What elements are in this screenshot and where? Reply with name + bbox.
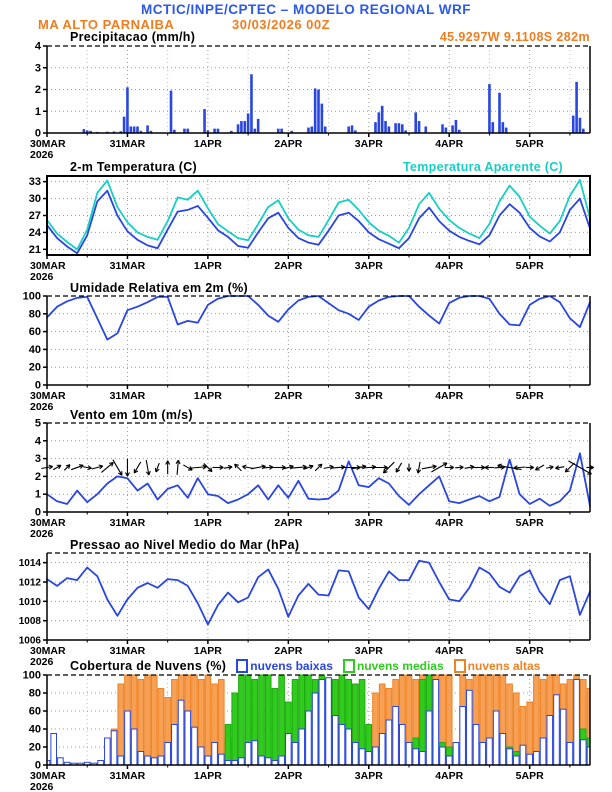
pressao-nivel-mar-line bbox=[47, 561, 590, 625]
y-tick-label: 33 bbox=[28, 176, 41, 189]
wind-arrow-icon bbox=[113, 460, 122, 476]
nuvens-altas-bar bbox=[158, 689, 164, 766]
x-tick-label: 30MAR bbox=[30, 770, 66, 782]
nuvens-baixas-bar bbox=[131, 729, 137, 765]
y-tick-label: 40 bbox=[28, 723, 41, 736]
precipitacao-bar bbox=[455, 120, 458, 133]
precipitacao-bar bbox=[575, 82, 578, 133]
temperatura-2m-line bbox=[47, 191, 590, 254]
precipitacao-bar bbox=[445, 128, 448, 133]
nuvens-baixas-bar bbox=[292, 743, 298, 766]
y-tick-label: 20 bbox=[28, 361, 41, 374]
nuvens-baixas-bar bbox=[111, 731, 117, 765]
precipitacao-bar bbox=[491, 122, 494, 133]
x-axis-year-label: 2026 bbox=[30, 401, 54, 413]
nuvens-medias-bar bbox=[272, 689, 278, 766]
precipitacao-bar bbox=[401, 124, 404, 133]
x-tick-label: 3APR bbox=[354, 260, 383, 272]
nuvens-baixas-bar bbox=[299, 729, 305, 765]
precipitacao-bar bbox=[381, 106, 384, 133]
y-tick-label: 1008 bbox=[18, 616, 41, 628]
y-tick-label: 21 bbox=[28, 243, 41, 256]
velocidade-vento-line bbox=[47, 453, 590, 506]
nuvens-medias-bar bbox=[239, 675, 245, 765]
nuvens-baixas-bar bbox=[574, 680, 580, 766]
precipitacao-bar bbox=[424, 126, 427, 133]
nuvens-baixas-bar bbox=[373, 747, 379, 765]
precipitacao-bar bbox=[170, 91, 173, 133]
x-tick-label: 1APR bbox=[193, 390, 222, 402]
x-tick-label: 31MAR bbox=[109, 645, 146, 657]
precipitacao-bar bbox=[394, 123, 397, 133]
nuvens-baixas-bar bbox=[245, 743, 251, 766]
precipitacao-bar bbox=[572, 116, 575, 133]
nuvens-baixas-bar bbox=[339, 725, 345, 766]
x-tick-label: 1APR bbox=[193, 138, 222, 150]
nuvens-baixas-bar bbox=[366, 752, 372, 766]
nuvens-baixas-bar bbox=[507, 749, 513, 765]
nuvens-baixas-bar bbox=[453, 743, 459, 766]
y-tick-label: 1010 bbox=[18, 596, 41, 608]
nuvens-baixas-bar bbox=[560, 709, 566, 765]
precipitacao-bar bbox=[351, 125, 354, 133]
wind-arrow-icon bbox=[101, 463, 113, 473]
precipitacao-bar bbox=[126, 87, 129, 133]
pressure-title: Pressao ao Nivel Medio do Mar (hPa) bbox=[70, 538, 300, 552]
nuvens-baixas-bar bbox=[460, 707, 466, 766]
nuvens-baixas-bar bbox=[319, 680, 325, 766]
precipitacao-bar bbox=[502, 122, 505, 133]
cloud-cover-panel bbox=[0, 667, 612, 792]
x-tick-label: 30MAR bbox=[30, 138, 66, 150]
nuvens-baixas-bar bbox=[218, 754, 224, 765]
x-tick-label: 4APR bbox=[435, 517, 464, 529]
nuvens-baixas-bar bbox=[487, 738, 493, 765]
x-axis-year-label: 2026 bbox=[30, 149, 54, 161]
nuvens-baixas-bar bbox=[151, 758, 157, 765]
nuvens-baixas-bar bbox=[386, 720, 392, 765]
x-tick-label: 4APR bbox=[435, 390, 464, 402]
pressure-panel bbox=[0, 545, 612, 670]
legend-low-clouds-label: nuvens baixas bbox=[250, 659, 333, 673]
y-tick-label: 0 bbox=[34, 379, 41, 392]
x-tick-label: 31MAR bbox=[109, 770, 146, 782]
x-tick-label: 3APR bbox=[354, 517, 383, 529]
x-tick-label: 5APR bbox=[515, 645, 544, 657]
apparent-temperature-label: Temperatura Aparente (C) bbox=[402, 160, 563, 174]
precipitacao-bar bbox=[347, 126, 350, 133]
nuvens-baixas-bar bbox=[265, 758, 271, 765]
humidity-title: Umidade Relativa em 2m (%) bbox=[70, 281, 248, 295]
nuvens-baixas-bar bbox=[534, 752, 540, 766]
x-tick-label: 4APR bbox=[435, 260, 464, 272]
cloud-cover-title: Cobertura de Nuvens (%) bbox=[70, 659, 227, 673]
x-tick-label: 5APR bbox=[515, 138, 544, 150]
wind-arrow-head-icon bbox=[242, 465, 246, 466]
nuvens-baixas-bar bbox=[580, 740, 586, 765]
x-tick-label: 2APR bbox=[274, 770, 303, 782]
nuvens-baixas-bar bbox=[446, 756, 452, 765]
precipitacao-bar bbox=[146, 125, 149, 133]
temperatura-aparente-line bbox=[47, 180, 590, 249]
precipitacao-bar bbox=[418, 121, 421, 133]
nuvens-baixas-bar bbox=[346, 729, 352, 765]
wind-arrow-head-icon bbox=[87, 468, 91, 469]
y-tick-label: 1006 bbox=[18, 635, 41, 647]
y-tick-label: 80 bbox=[28, 308, 41, 321]
nuvens-baixas-bar bbox=[359, 749, 365, 765]
y-tick-label: 100 bbox=[22, 669, 41, 682]
nuvens-baixas-bar bbox=[205, 756, 211, 765]
precipitacao-bar bbox=[441, 124, 444, 133]
x-tick-label: 30MAR bbox=[30, 645, 66, 657]
precipitacao-bar bbox=[378, 112, 381, 133]
y-tick-label: 5 bbox=[34, 417, 41, 430]
x-tick-label: 3APR bbox=[354, 390, 383, 402]
nuvens-baixas-bar bbox=[252, 741, 258, 765]
nuvens-baixas-bar bbox=[118, 756, 124, 765]
y-tick-label: 3 bbox=[34, 453, 41, 466]
nuvens-baixas-bar bbox=[426, 711, 432, 765]
nuvens-baixas-bar bbox=[192, 727, 198, 765]
wind-title: Vento em 10m (m/s) bbox=[70, 408, 193, 422]
y-tick-label: 0 bbox=[34, 506, 41, 519]
precipitacao-bar bbox=[488, 84, 491, 133]
x-tick-label: 30MAR bbox=[30, 517, 66, 529]
x-tick-label: 5APR bbox=[515, 770, 544, 782]
x-tick-label: 4APR bbox=[435, 138, 464, 150]
nuvens-baixas-bar bbox=[165, 743, 171, 766]
y-tick-label: 0 bbox=[34, 127, 41, 140]
y-tick-label: 24 bbox=[28, 226, 41, 239]
legend-high-clouds-label: nuvens altas bbox=[467, 659, 541, 673]
wind-arrow-icon bbox=[431, 463, 447, 472]
nuvens-baixas-bar bbox=[467, 690, 473, 765]
precipitacao-bar bbox=[414, 112, 417, 133]
precipitacao-bar bbox=[505, 128, 508, 133]
humidity-panel bbox=[0, 288, 612, 415]
x-tick-label: 1APR bbox=[193, 260, 222, 272]
nuvens-baixas-bar bbox=[125, 711, 131, 765]
precipitacao-bar bbox=[451, 125, 454, 133]
temperature-panel bbox=[0, 168, 612, 285]
x-tick-label: 2APR bbox=[274, 517, 303, 529]
nuvens-baixas-bar bbox=[286, 734, 292, 766]
x-tick-label: 30MAR bbox=[30, 260, 66, 272]
x-tick-label: 2APR bbox=[274, 390, 303, 402]
x-tick-label: 3APR bbox=[354, 770, 383, 782]
precipitacao-bar bbox=[237, 124, 240, 133]
y-tick-label: 60 bbox=[28, 326, 41, 339]
nuvens-baixas-bar bbox=[379, 734, 385, 766]
y-tick-label: 2 bbox=[34, 84, 41, 96]
y-tick-label: 3 bbox=[34, 62, 41, 75]
x-axis-year-label: 2026 bbox=[30, 271, 54, 283]
y-tick-label: 0 bbox=[34, 759, 41, 772]
precipitacao-bar bbox=[250, 74, 253, 133]
nuvens-baixas-bar bbox=[480, 743, 486, 766]
nuvens-altas-bar bbox=[151, 675, 157, 765]
x-tick-label: 3APR bbox=[354, 645, 383, 657]
nuvens-baixas-bar bbox=[353, 743, 359, 766]
x-tick-label: 31MAR bbox=[109, 260, 146, 272]
x-tick-label: 30MAR bbox=[30, 390, 66, 402]
nuvens-baixas-bar bbox=[58, 758, 64, 765]
x-tick-label: 31MAR bbox=[109, 390, 146, 402]
nuvens-medias-bar bbox=[259, 675, 265, 765]
wind-arrow-head-icon bbox=[417, 469, 418, 473]
x-tick-label: 1APR bbox=[193, 645, 222, 657]
nuvens-baixas-bar bbox=[332, 716, 338, 766]
nuvens-baixas-bar bbox=[540, 738, 546, 765]
umidade-relativa-line bbox=[47, 296, 590, 340]
x-tick-label: 31MAR bbox=[109, 517, 146, 529]
x-tick-label: 2APR bbox=[274, 645, 303, 657]
nuvens-baixas-bar bbox=[406, 743, 412, 766]
wind-panel bbox=[0, 415, 612, 542]
nuvens-baixas-bar bbox=[105, 738, 111, 765]
nuvens-baixas-bar bbox=[212, 743, 218, 766]
y-tick-label: 1 bbox=[34, 488, 41, 501]
nuvens-baixas-bar bbox=[326, 678, 332, 765]
precipitacao-bar bbox=[129, 126, 132, 133]
nuvens-medias-bar bbox=[225, 725, 231, 766]
precipitacao-bar bbox=[240, 121, 243, 133]
nuvens-medias-bar bbox=[265, 675, 271, 765]
y-tick-label: 27 bbox=[28, 210, 41, 222]
temperature-title: 2-m Temperatura (C) bbox=[70, 160, 198, 174]
precipitacao-bar bbox=[314, 88, 317, 133]
nuvens-baixas-bar bbox=[413, 749, 419, 765]
precipitacao-bar bbox=[310, 126, 313, 133]
y-tick-label: 4 bbox=[34, 40, 41, 53]
nuvens-altas-bar bbox=[118, 684, 124, 765]
precipitacao-bar bbox=[133, 126, 136, 133]
nuvens-baixas-bar bbox=[500, 734, 506, 766]
nuvens-medias-bar bbox=[232, 693, 238, 765]
y-tick-label: 1 bbox=[34, 105, 41, 118]
y-tick-label: 100 bbox=[22, 290, 41, 303]
x-tick-label: 31MAR bbox=[109, 138, 146, 150]
x-tick-label: 4APR bbox=[435, 645, 464, 657]
nuvens-baixas-bar bbox=[185, 711, 191, 765]
nuvens-baixas-bar bbox=[440, 747, 446, 765]
x-tick-label: 4APR bbox=[435, 770, 464, 782]
y-tick-label: 20 bbox=[28, 741, 41, 754]
nuvens-altas-bar bbox=[218, 680, 224, 766]
x-tick-label: 5APR bbox=[515, 260, 544, 272]
nuvens-altas-bar bbox=[205, 675, 211, 765]
nuvens-baixas-bar bbox=[513, 756, 519, 765]
nuvens-baixas-bar bbox=[306, 711, 312, 765]
y-tick-label: 1014 bbox=[18, 558, 41, 570]
nuvens-altas-bar bbox=[145, 675, 151, 765]
nuvens-baixas-bar bbox=[433, 680, 439, 766]
precipitacao-bar bbox=[247, 113, 250, 133]
nuvens-baixas-bar bbox=[259, 756, 265, 765]
y-tick-label: 40 bbox=[28, 343, 41, 356]
x-tick-label: 1APR bbox=[193, 517, 222, 529]
nuvens-medias-bar bbox=[279, 675, 285, 765]
precipitation-title: Precipitacao (mm/h) bbox=[70, 30, 196, 44]
x-axis-year-label: 2026 bbox=[30, 656, 54, 668]
y-tick-label: 2 bbox=[34, 470, 41, 483]
precipitacao-bar bbox=[498, 93, 501, 133]
x-tick-label: 1APR bbox=[193, 770, 222, 782]
nuvens-baixas-bar bbox=[393, 707, 399, 766]
precipitacao-bar bbox=[123, 117, 126, 133]
y-tick-label: 60 bbox=[28, 705, 41, 718]
y-tick-label: 1012 bbox=[18, 577, 41, 589]
precipitacao-bar bbox=[317, 90, 320, 134]
nuvens-baixas-bar bbox=[145, 756, 151, 765]
precipitacao-bar bbox=[384, 121, 387, 133]
nuvens-baixas-bar bbox=[138, 752, 144, 766]
nuvens-baixas-bar bbox=[473, 725, 479, 766]
precipitacao-bar bbox=[257, 119, 260, 133]
nuvens-baixas-bar bbox=[198, 747, 204, 765]
nuvens-baixas-bar bbox=[158, 756, 164, 765]
station-name: MA ALTO PARNAIBA bbox=[38, 17, 175, 32]
nuvens-baixas-bar bbox=[493, 711, 499, 765]
x-tick-label: 5APR bbox=[515, 390, 544, 402]
nuvens-baixas-bar bbox=[178, 700, 184, 765]
y-tick-label: 4 bbox=[34, 435, 41, 448]
nuvens-baixas-bar bbox=[51, 734, 57, 766]
precipitacao-bar bbox=[374, 122, 377, 133]
nuvens-baixas-bar bbox=[527, 754, 533, 765]
precipitacao-bar bbox=[388, 126, 391, 133]
nuvens-baixas-bar bbox=[239, 758, 245, 765]
x-tick-label: 2APR bbox=[274, 260, 303, 272]
nuvens-baixas-bar bbox=[520, 745, 526, 765]
nuvens-baixas-bar bbox=[279, 756, 285, 765]
precipitacao-bar bbox=[321, 104, 324, 133]
run-datetime: 30/03/2026 00Z bbox=[232, 17, 331, 32]
nuvens-baixas-bar bbox=[547, 716, 553, 766]
nuvens-baixas-bar bbox=[312, 693, 318, 765]
precipitacao-bar bbox=[243, 121, 246, 133]
y-tick-label: 80 bbox=[28, 687, 41, 700]
page-title: MCTIC/INPE/CPTEC – MODELO REGIONAL WRF bbox=[140, 2, 471, 17]
nuvens-baixas-bar bbox=[172, 725, 178, 766]
legend-mid-clouds-label: nuvens medias bbox=[356, 659, 444, 673]
x-tick-label: 3APR bbox=[354, 138, 383, 150]
nuvens-baixas-bar bbox=[554, 695, 560, 765]
wind-arrow-head-icon bbox=[155, 468, 156, 472]
nuvens-baixas-bar bbox=[420, 752, 426, 766]
precipitacao-bar bbox=[398, 123, 401, 133]
nuvens-baixas-bar bbox=[567, 743, 573, 766]
precipitacao-bar bbox=[307, 128, 310, 133]
precipitacao-bar bbox=[324, 126, 327, 133]
x-tick-label: 2APR bbox=[274, 138, 303, 150]
x-tick-label: 5APR bbox=[515, 517, 544, 529]
precipitacao-bar bbox=[136, 126, 139, 133]
nuvens-baixas-bar bbox=[399, 725, 405, 766]
location-coordinates: 45.9297W 9.1108S 282m bbox=[439, 30, 590, 44]
precipitacao-bar bbox=[579, 118, 582, 133]
x-axis-year-label: 2026 bbox=[30, 528, 54, 540]
x-axis-year-label: 2026 bbox=[30, 781, 54, 792]
precipitation-panel bbox=[0, 38, 612, 163]
y-tick-label: 30 bbox=[28, 193, 41, 206]
precipitacao-bar bbox=[203, 109, 206, 133]
wind-arrow-icon bbox=[565, 463, 574, 472]
